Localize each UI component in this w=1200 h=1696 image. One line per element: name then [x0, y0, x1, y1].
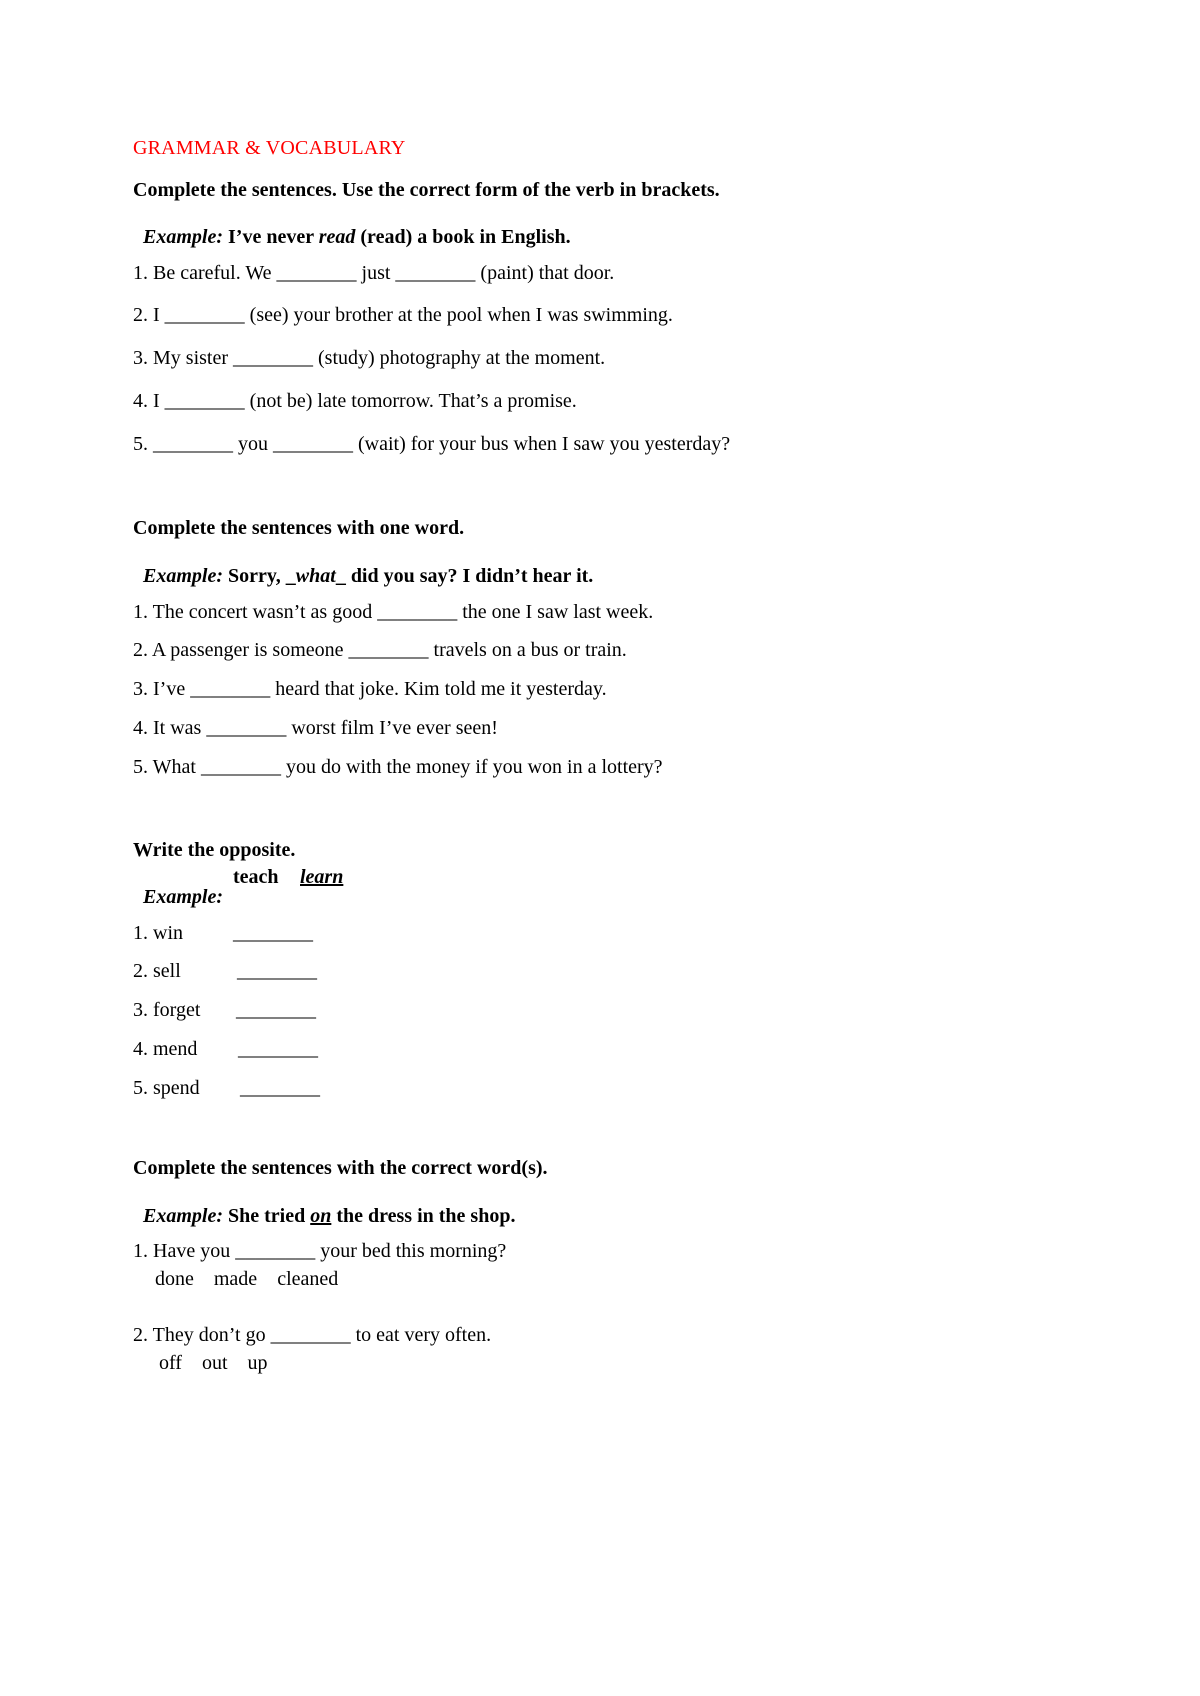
opposite-blank: ________	[237, 960, 317, 982]
section3-instruction: Write the opposite.	[133, 839, 296, 861]
example-label: Example:	[143, 886, 223, 908]
opposite-word: 5. spend	[133, 1077, 200, 1099]
section4-item-options: done made cleaned	[155, 1268, 339, 1290]
section2-item: 5. What ________ you do with the money if you won in a lottery?	[133, 756, 663, 778]
example-answer: what	[295, 565, 336, 587]
section2-instruction: Complete the sentences with one word.	[133, 517, 465, 539]
section2-item: 3. I’ve ________ heard that joke. Kim told me it yesterday.	[133, 678, 607, 700]
section1-item: 3. My sister ________ (study) photography at the moment.	[133, 347, 606, 369]
section2-item: 2. A passenger is someone ________ travels on a bus or train.	[133, 639, 627, 661]
example-answer: learn	[300, 866, 344, 888]
opposite-blank: ________	[238, 1038, 318, 1060]
section1-item: 1. Be careful. We ________ just ________ (paint) that door.	[133, 262, 615, 284]
example-label: Example:	[143, 565, 223, 587]
example-label: Example:	[143, 1205, 223, 1227]
section1-example	[133, 207, 571, 247]
section1-item: 2. I ________ (see) your brother at the pool when I was swimming.	[133, 304, 673, 326]
section2-item: 1. The concert wasn’t as good ________ the one I saw last week.	[133, 601, 654, 623]
section4-item-sentence: 2. They don’t go ________ to eat very often.	[133, 1324, 492, 1346]
example-post: (read) a book in English.	[355, 226, 571, 248]
example-answer: read	[318, 226, 356, 248]
opposite-word: 1. win	[133, 922, 183, 944]
section2-example	[133, 546, 593, 586]
example-answer: on	[310, 1205, 332, 1227]
opposite-blank: ________	[233, 922, 313, 944]
section1-instruction: Complete the sentences. Use the correct form of the verb in brackets.	[133, 179, 720, 201]
example-pre: Sorry, _	[223, 565, 296, 587]
section1-item: 4. I ________ (not be) late tomorrow. That’s a promise.	[133, 390, 577, 412]
section3-example	[133, 867, 223, 907]
page-title: GRAMMAR & VOCABULARY	[133, 137, 406, 159]
opposite-word: 3. forget	[133, 999, 201, 1021]
section4-item-options: off out up	[159, 1352, 268, 1374]
example-post: _ did you say? I didn’t hear it.	[335, 565, 594, 587]
example-label: Example:	[143, 226, 223, 248]
example-post: the dress in the shop.	[331, 1205, 516, 1227]
section4-example	[133, 1186, 515, 1226]
section1-item: 5. ________ you ________ (wait) for your bus when I saw you yesterday?	[133, 433, 731, 455]
opposite-word: 4. mend	[133, 1038, 198, 1060]
example-word: teach	[233, 866, 279, 888]
opposite-blank: ________	[236, 999, 316, 1021]
section2-item: 4. It was ________ worst film I’ve ever seen!	[133, 717, 498, 739]
opposite-word: 2. sell	[133, 960, 181, 982]
section4-instruction: Complete the sentences with the correct word(s).	[133, 1157, 548, 1179]
section4-item-sentence: 1. Have you ________ your bed this morning?	[133, 1240, 507, 1262]
opposite-blank: ________	[240, 1077, 320, 1099]
example-pre: I’ve never	[223, 226, 319, 248]
example-pre: She tried	[223, 1205, 311, 1227]
